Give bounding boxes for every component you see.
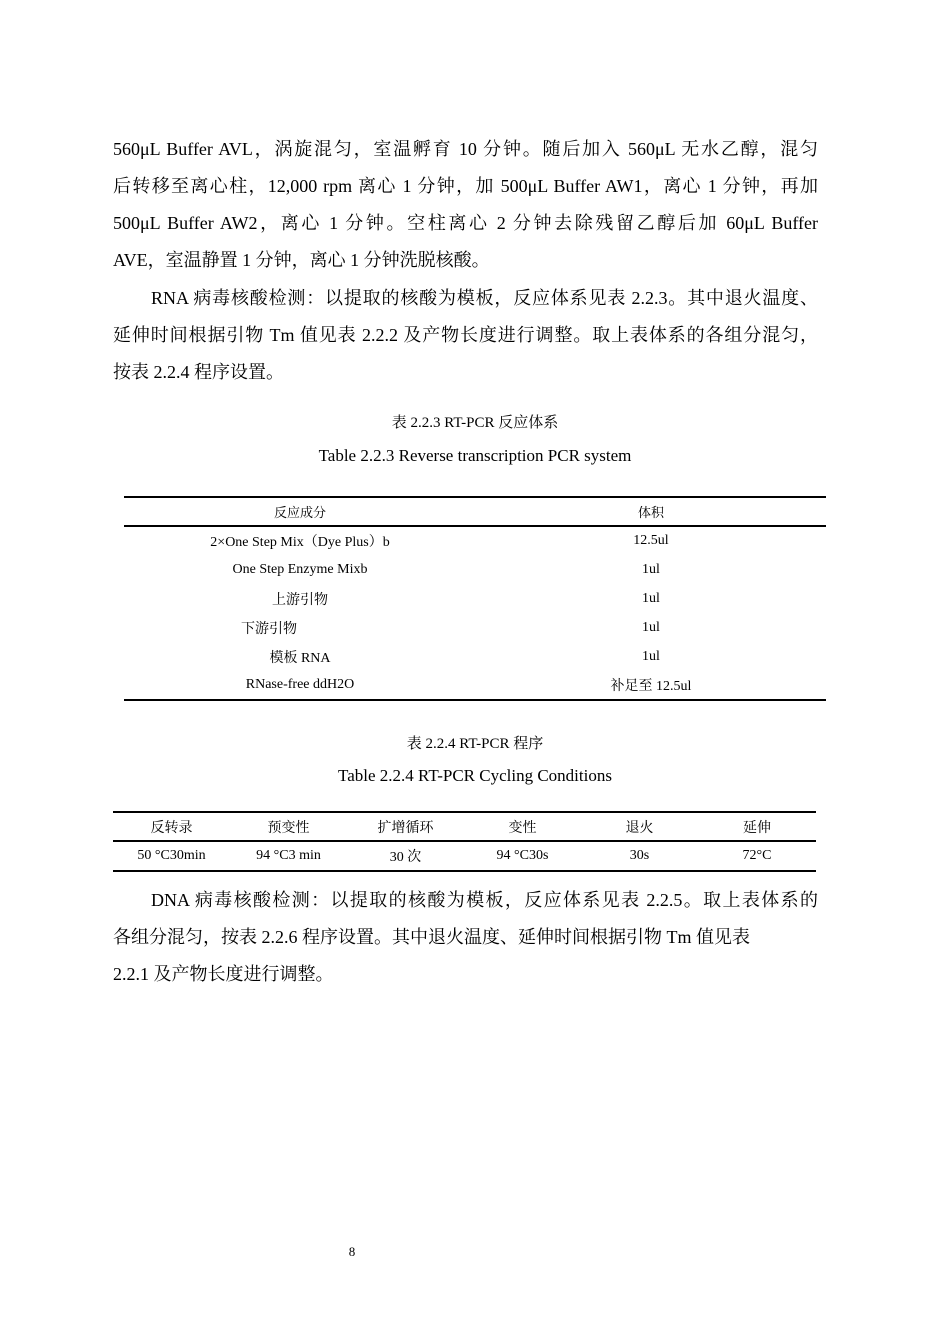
table-row xyxy=(124,526,826,555)
cell-volume: 1ul xyxy=(642,590,660,606)
cell-volume: 1ul xyxy=(642,619,660,635)
table-2-2-3-caption-en: Table 2.2.3 Reverse transcription PCR system xyxy=(318,446,632,465)
paragraph-line: 560μL Buffer AVL，涡旋混匀，室温孵育 10 分钟。随后加入 560μL 无水乙醇，混匀 xyxy=(113,139,818,159)
cell-predenaturation: 94 °C3 min xyxy=(230,841,347,871)
table-2-2-4 xyxy=(113,811,816,872)
paragraph-line: 后转移至离心柱，12,000 rpm 离心 1 分钟，加 500μL Buffer AW1，离心 1 分钟，再加 xyxy=(113,176,818,196)
paragraph-line: 延伸时间根据引物 Tm 值见表 2.2.2 及产物长度进行调整。取上表体系的各组分混匀， xyxy=(113,325,818,345)
table-row xyxy=(124,671,826,700)
table-row xyxy=(124,642,826,671)
paragraph-line: 2.2.1 及产物长度进行调整。 xyxy=(113,964,334,984)
paragraph-line: AVE，室温静置 1 分钟，离心 1 分钟洗脱核酸。 xyxy=(113,250,490,270)
cell-denaturation: 94 °C30s xyxy=(464,841,581,871)
paragraph-line: 按表 2.2.4 程序设置。 xyxy=(113,362,284,382)
paragraph-line: RNA 病毒核酸检测：以提取的核酸为模板，反应体系见表 2.2.3。其中退火温度、 xyxy=(151,288,818,308)
cell-volume: 1ul xyxy=(642,648,660,664)
column-header-reverse-transcription: 反转录 xyxy=(113,812,230,841)
cell-volume: 1ul xyxy=(642,561,660,577)
paragraph-rna-detection xyxy=(113,280,818,391)
paragraph-line: 各组分混匀，按表 2.2.6 程序设置。其中退火温度、延伸时间根据引物 Tm 值见表 xyxy=(113,927,750,947)
table-2-2-4-caption-cn: 表 2.2.4 RT-PCR 程序 xyxy=(406,736,544,752)
table-row xyxy=(124,613,826,642)
table-2-2-4-caption-en: Table 2.2.4 RT-PCR Cycling Conditions xyxy=(338,766,612,785)
page-number: 8 xyxy=(348,1244,356,1259)
table-header-row xyxy=(124,497,826,526)
cell-component: 模板 RNA xyxy=(269,650,331,666)
table-row xyxy=(113,841,816,871)
cell-component: 2×One Step Mix（Dye Plus）b xyxy=(210,535,390,550)
column-header-cycles: 扩增循环 xyxy=(347,812,464,841)
column-header-annealing: 退火 xyxy=(581,812,698,841)
cell-component: 下游引物 xyxy=(241,621,297,637)
column-header-denaturation: 变性 xyxy=(464,812,581,841)
paragraph-line: 500μL Buffer AW2，离心 1 分钟。空柱离心 2 分钟去除残留乙醇后加 60μL Buffer xyxy=(113,213,818,233)
cell-extension: 72°C xyxy=(698,841,816,871)
table-2-2-3 xyxy=(124,496,826,701)
column-header-component: 反应成分 xyxy=(124,497,476,526)
cell-volume: 12.5ul xyxy=(633,533,669,548)
column-header-volume: 体积 xyxy=(476,497,826,526)
cell-reverse-transcription: 50 °C30min xyxy=(113,841,230,871)
cell-cycles: 30 次 xyxy=(347,841,464,871)
paragraph-dna-detection xyxy=(113,882,818,993)
paragraph-extraction-steps xyxy=(113,131,818,279)
column-header-extension: 延伸 xyxy=(698,812,816,841)
paragraph-line: DNA 病毒核酸检测：以提取的核酸为模板，反应体系见表 2.2.5。取上表体系的 xyxy=(151,890,818,910)
table-row xyxy=(124,555,826,584)
cell-annealing: 30s xyxy=(581,841,698,871)
cell-component: 上游引物 xyxy=(272,592,328,608)
table-row xyxy=(124,584,826,613)
table-header-row xyxy=(113,812,816,841)
cell-volume: 补足至 12.5ul xyxy=(476,671,826,700)
cell-component: RNase-free ddH2O xyxy=(124,671,476,700)
table-2-2-3-caption-cn: 表 2.2.3 RT-PCR 反应体系 xyxy=(391,415,559,431)
column-header-predenaturation: 预变性 xyxy=(230,812,347,841)
cell-component: One Step Enzyme Mixb xyxy=(232,561,368,577)
